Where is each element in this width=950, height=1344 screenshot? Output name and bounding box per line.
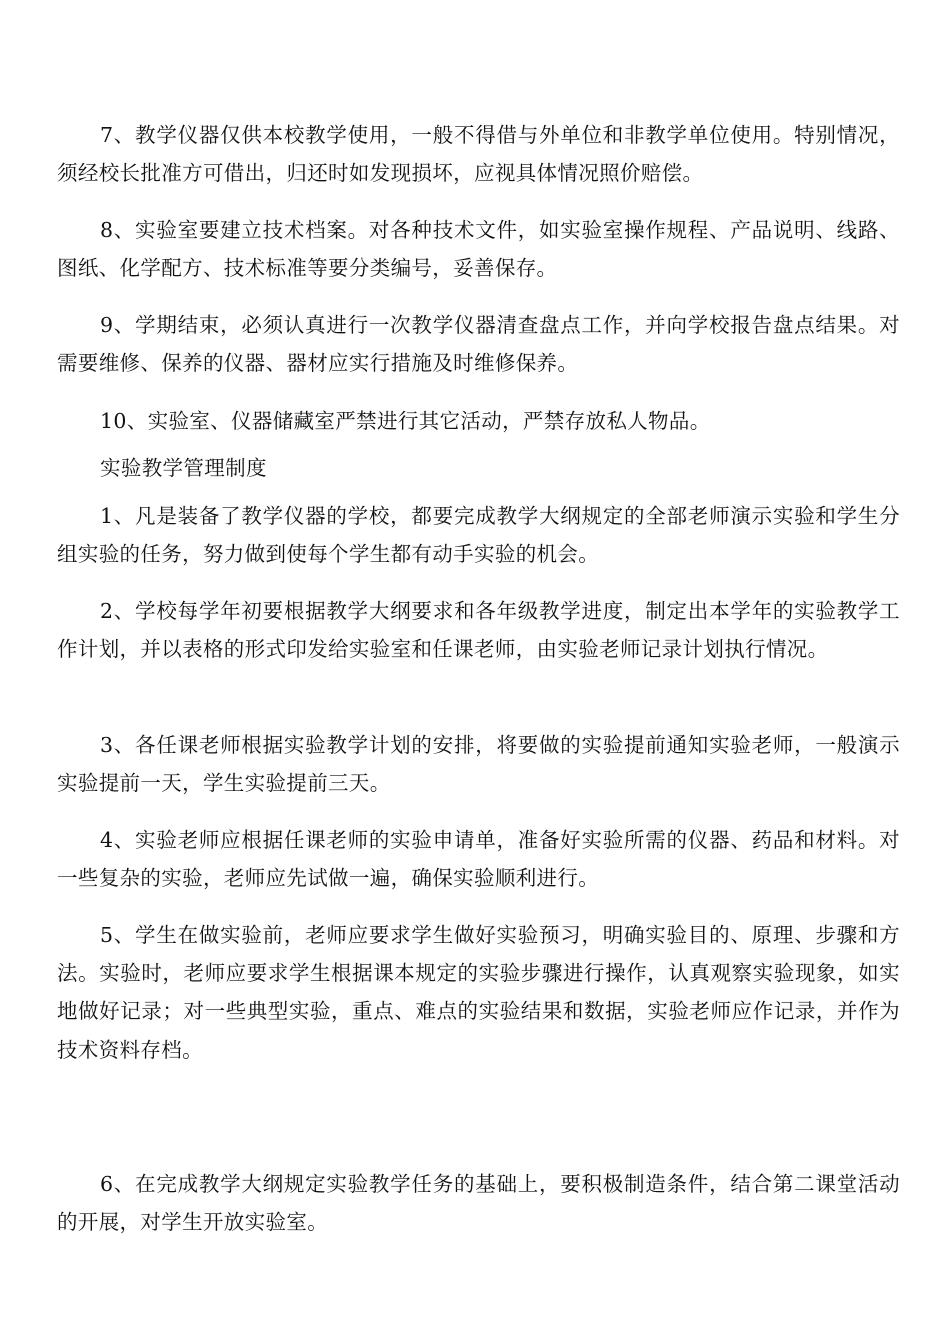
rule-item-4: 4、实验老师应根据任课老师的实验申请单，准备好实验所需的仪器、药品和材料。对一些复杂的实验，老师应先试做一遍，确保实验顺利进行。 bbox=[57, 828, 900, 891]
paragraph-item-8: 8、实验室要建立技术档案。对各种技术文件，如实验室操作规程、产品说明、线路、图纸、化学配方、技术标准等要分类编号，妥善保存。 bbox=[57, 218, 900, 281]
section-title: 实验教学管理制度 bbox=[100, 456, 267, 480]
rule-item-5: 5、学生在做实验前，老师应要求学生做好实验预习，明确实验目的、原理、步骤和方法。实验时，老师应要求学生根据课本规定的实验步骤进行操作，认真观察实验现象，如实地做好记录；对一些典型实验，重点、难点的实验结果和数据，实验老师应作记录，并作为技术资料存档。 bbox=[57, 923, 900, 1062]
rule-item-3: 3、各任课老师根据实验教学计划的安排，将要做的实验提前通知实验老师，一般演示实验提前一天，学生实验提前三天。 bbox=[57, 733, 900, 796]
paragraph-item-9: 9、学期结束，必须认真进行一次教学仪器清查盘点工作，并向学校报告盘点结果。对需要维修、保养的仪器、器材应实行措施及时维修保养。 bbox=[57, 313, 900, 376]
rule-item-6: 6、在完成教学大纲规定实验教学任务的基础上，要积极制造条件，结合第二课堂活动的开展，对学生开放实验室。 bbox=[57, 1172, 900, 1235]
rule-item-2: 2、学校每学年初要根据教学大纲要求和各年级教学进度，制定出本学年的实验教学工作计划，并以表格的形式印发给实验室和任课老师，由实验老师记录计划执行情况。 bbox=[57, 599, 900, 662]
paragraph-item-10: 10、实验室、仪器储藏室严禁进行其它活动，严禁存放私人物品。 bbox=[100, 409, 711, 433]
rule-item-1: 1、凡是装备了教学仪器的学校，都要完成教学大纲规定的全部老师演示实验和学生分组实验的任务，努力做到使每个学生都有动手实验的机会。 bbox=[57, 504, 900, 567]
paragraph-item-7: 7、教学仪器仅供本校教学使用，一般不得借与外单位和非教学单位使用。特别情况，须经校长批准方可借出，归还时如发现损坏，应视具体情况照价赔偿。 bbox=[57, 123, 900, 186]
